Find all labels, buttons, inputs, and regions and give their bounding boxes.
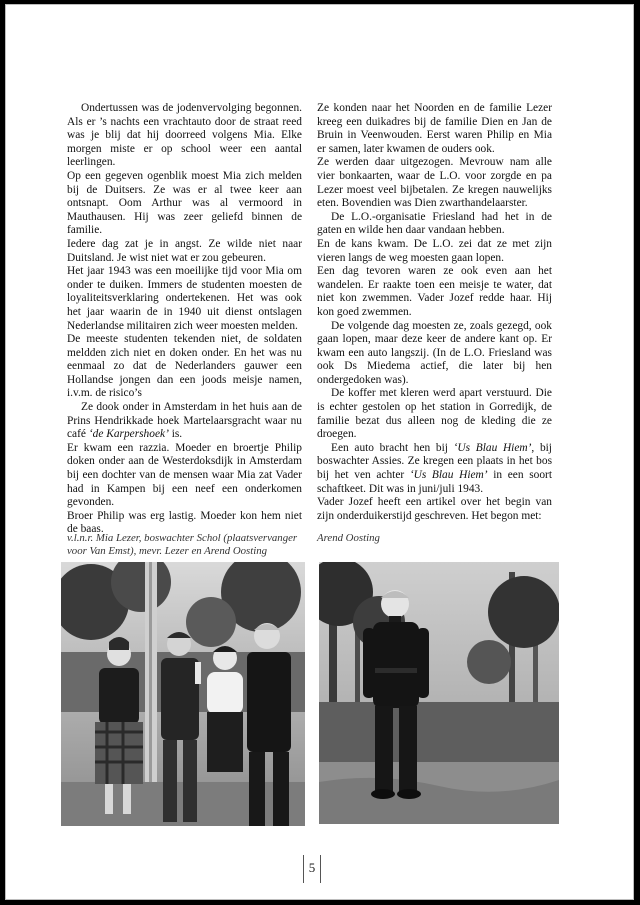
paragraph-tail: is.	[168, 428, 183, 441]
place-name: ‘Us Blau Hiem’	[409, 469, 488, 482]
document-page	[5, 4, 634, 900]
right-text-column	[317, 102, 552, 523]
paragraph-text: Een auto bracht hen bij	[331, 441, 448, 454]
group-photo	[61, 562, 305, 826]
paragraph: De volgende dag moesten ze, zoals gezegd, ook gaan lopen, maar deze keer de andere kant op. Er kwam een auto langszij. (In de L.O. Friesland was ook Ds Miedema actief, die later bij hen ondergedoken was).	[317, 319, 552, 386]
photo-caption-right: Arend Oosting	[317, 532, 380, 544]
page-number: 5	[303, 855, 321, 883]
paragraph: Een dag tevoren waren ze ook even aan het wandelen. Er raakte toen een meisje te water, dat niet kon zwemmen. Vader Jozef redde haar. Hij kon goed zwemmen.	[317, 265, 552, 318]
cafe-name: ‘de Karpershoek’	[88, 428, 169, 441]
paragraph-text: Ze dook onder in Amsterdam in het huis aan de Prins Hendrikkade hoek Martelaarsgracht waar nu café	[67, 401, 302, 441]
paragraph: De L.O.-organisatie Friesland had het in de gaten en wilde hen daar vandaan hebben.	[317, 210, 552, 237]
paragraph: Vader Jozef heeft een artikel over het begin van zijn onderduikerstijd geschreven. Het begon met:	[317, 496, 552, 522]
photo-caption-left: v.l.n.r. Mia Lezer, boswachter Schol (plaatsvervanger voor Van Emst), mevr. Lezer en Arend Oosting	[67, 532, 298, 557]
paragraph	[317, 442, 552, 496]
portrait-photo	[319, 562, 559, 824]
paragraph: Er kwam een razzia. Moeder en broertje Philip doken onder aan de Westerdoksdijk in Amsterdam bij een dochter van de mensen waar Mia zat Vader had in Kampen bij een neef een onderkomen gevonden.	[67, 441, 302, 509]
paragraph: Ze konden naar het Noorden en de familie Lezer kreeg een duikadres bij de familie Dien en Jan de Bruin in Veenwouden. Eerst waren Philip en Mia er samen, later kwamen de ouders ook.	[317, 102, 552, 155]
paragraph	[67, 401, 302, 442]
place-name: ‘Us Blau Hiem’	[453, 441, 532, 454]
paragraph: Ondertussen was de jodenvervolging begonnen. Als er ’s nachts een vrachtauto door de straat reed was je blij dat hij doorreed volgens Mia. Elke morgen miste er op school weer een aantal leerlingen.	[67, 102, 302, 169]
paragraph-tail: , bij boswachter Assies. Ze kregen een plaats in het bos bij het ven achter	[317, 441, 552, 482]
paragraph: En de kans kwam. De L.O. zei dat ze met zijn vieren langs de weg moesten gaan lopen.	[317, 237, 552, 264]
paragraph: De koffer met kleren werd apart verstuurd. Die is echter gestolen op het station in Gorredijk, de familie bezat dus alleen nog de kleding die ze droegen.	[317, 387, 552, 441]
paragraph: Ze werden daar uitgezogen. Mevrouw nam alle vier bonkaarten, waar de L.O. voor zorgde en pa Lezer moest veel bijbetalen. Ze kregen nauwelijks eten. Bovendien was Dien zwarthandelaarster.	[317, 156, 552, 210]
paragraph: Op een gegeven ogenblik moest Mia zich melden bij de Duitsers. Ze was er al twee keer aan ontsnapt. Oom Arthur was al vermoord in Mauthausen. Hij was zeer geliefd binnen de familie.	[67, 169, 302, 237]
left-text-column	[67, 102, 302, 537]
paragraph: Het jaar 1943 was een moeilijke tijd voor Mia om onder te duiken. Immers de studenten moesten de loyaliteitsverklaring ondertekenen. Het was ook het jaar waarin de in 1940 uit dienst ontslagen Nederlandse militairen zich weer moesten melden.	[67, 265, 302, 332]
paragraph: Broer Philip was erg lastig. Moeder kon hem niet de baas.	[67, 509, 302, 536]
paragraph-tail: in een soort schaftkeet. Dit was in juni/juli 1943.	[317, 469, 552, 495]
paragraph: De meeste studenten tekenden niet, de soldaten meldden zich niet en doken onder. En het was nu eenmaal zo dat de Nederlanders gauwer een Hollandse jongen dan een joods meisje namen, i.v.m. de risico’s	[67, 333, 302, 400]
paragraph: Iedere dag zat je in angst. Ze wilde niet naar Duitsland. Je wist niet wat er zou gebeuren.	[67, 237, 302, 264]
